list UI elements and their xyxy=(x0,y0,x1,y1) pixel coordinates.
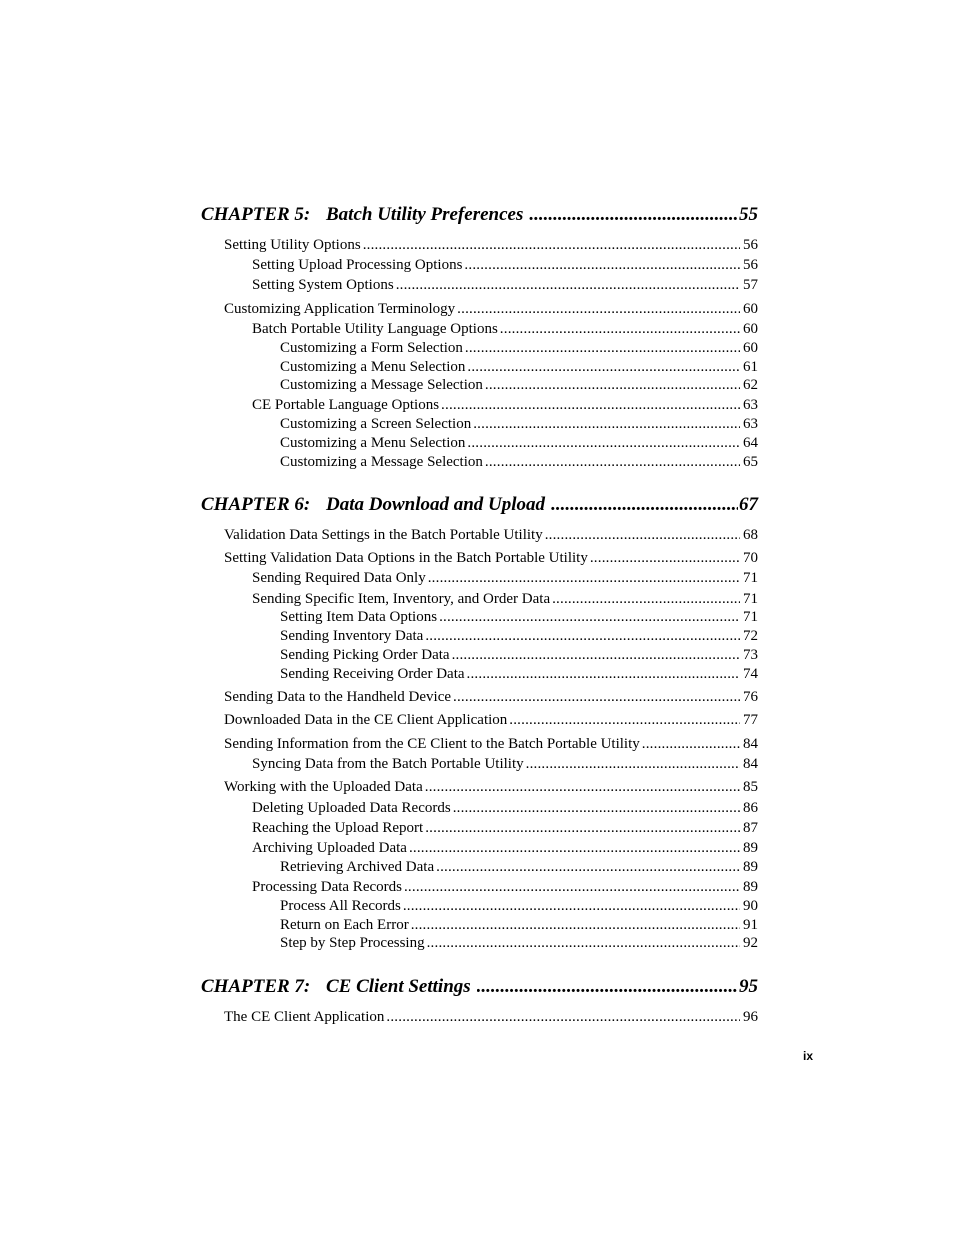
dot-leader xyxy=(464,256,740,274)
chapter-heading[interactable] xyxy=(201,976,758,998)
dot-leader xyxy=(467,358,740,376)
entry-title: Reaching the Upload Report xyxy=(252,820,424,836)
toc-entry[interactable] xyxy=(252,819,758,837)
entry-page-number: 89 xyxy=(743,840,758,856)
entry-title: Setting System Options xyxy=(252,277,394,293)
dot-leader xyxy=(500,320,740,338)
entry-title: Sending Data to the Handheld Device xyxy=(224,689,452,705)
dot-leader xyxy=(363,236,740,254)
entry-title: Step by Step Processing xyxy=(280,935,425,951)
toc-entry[interactable] xyxy=(252,878,758,896)
toc-entry[interactable] xyxy=(224,236,758,254)
chapter-number: CHAPTER 7: xyxy=(201,976,311,997)
entry-page-number: 63 xyxy=(743,416,758,432)
entry-title: Setting Upload Processing Options xyxy=(252,257,463,273)
entry-page-number: 60 xyxy=(743,321,758,337)
dot-leader xyxy=(485,453,740,471)
dot-leader xyxy=(427,934,740,952)
entry-title: CE Portable Language Options xyxy=(252,397,440,413)
entry-title: Setting Validation Data Options in the Batch Portable Utility xyxy=(224,550,588,566)
entry-title: Customizing Application Terminology xyxy=(224,301,456,317)
entry-page-number: 77 xyxy=(743,712,758,728)
toc-entry[interactable] xyxy=(252,590,758,608)
chapter-page-number: 95 xyxy=(739,976,758,997)
chapter-page-number: 67 xyxy=(739,494,758,515)
toc-entry[interactable] xyxy=(224,526,758,544)
entry-page-number: 70 xyxy=(743,550,758,566)
toc-entry[interactable] xyxy=(224,711,758,729)
chapter-title: Batch Utility Preferences xyxy=(326,204,524,225)
chapter-heading[interactable] xyxy=(201,494,758,516)
entry-page-number: 76 xyxy=(743,689,758,705)
toc-entry[interactable] xyxy=(280,934,758,952)
entry-title: Sending Required Data Only xyxy=(252,570,426,586)
entry-title: Customizing a Form Selection xyxy=(280,340,463,356)
entry-title: Customizing a Message Selection xyxy=(280,377,483,393)
dot-leader xyxy=(386,1008,740,1026)
toc-entry[interactable] xyxy=(280,339,758,357)
entry-page-number: 90 xyxy=(743,898,758,914)
toc-entry[interactable] xyxy=(252,256,758,274)
toc-entry[interactable] xyxy=(224,549,758,567)
dot-leader xyxy=(441,396,740,414)
entry-page-number: 60 xyxy=(743,340,758,356)
entry-page-number: 61 xyxy=(743,359,758,375)
entry-page-number: 91 xyxy=(743,917,758,933)
dot-leader xyxy=(467,665,740,683)
toc-entry[interactable] xyxy=(252,569,758,587)
entry-page-number: 89 xyxy=(743,859,758,875)
entry-page-number: 87 xyxy=(743,820,758,836)
dot-leader xyxy=(439,608,740,626)
entry-page-number: 64 xyxy=(743,435,758,451)
entry-page-number: 63 xyxy=(743,397,758,413)
entry-title: Syncing Data from the Batch Portable Utility xyxy=(252,756,524,772)
entry-title: Process All Records xyxy=(280,898,401,914)
toc-entry[interactable] xyxy=(224,688,758,706)
toc-entry[interactable] xyxy=(252,755,758,773)
dot-leader xyxy=(529,204,738,226)
entry-page-number: 72 xyxy=(743,628,758,644)
chapter-number: CHAPTER 6: xyxy=(201,494,311,515)
dot-leader xyxy=(552,590,740,608)
entry-page-number: 74 xyxy=(743,666,758,682)
dot-leader xyxy=(457,300,740,318)
entry-title: Customizing a Menu Selection xyxy=(280,435,466,451)
entry-title: Sending Picking Order Data xyxy=(280,647,450,663)
chapter-page-number: 55 xyxy=(739,204,758,225)
dot-leader xyxy=(467,434,740,452)
entry-title: Deleting Uploaded Data Records xyxy=(252,800,451,816)
entry-title: Setting Item Data Options xyxy=(280,609,438,625)
dot-leader xyxy=(411,916,740,934)
entry-page-number: 71 xyxy=(743,591,758,607)
entry-title: Downloaded Data in the CE Client Application xyxy=(224,712,508,728)
entry-title: Sending Inventory Data xyxy=(280,628,424,644)
entry-title: Customizing a Screen Selection xyxy=(280,416,472,432)
entry-page-number: 62 xyxy=(743,377,758,393)
entry-title: Customizing a Message Selection xyxy=(280,454,483,470)
toc-entry[interactable] xyxy=(280,608,758,626)
dot-leader xyxy=(425,627,740,645)
toc-entry[interactable] xyxy=(280,916,758,934)
entry-title: The CE Client Application xyxy=(224,1009,385,1025)
entry-title: Sending Specific Item, Inventory, and Order Data xyxy=(252,591,551,607)
toc-entry[interactable] xyxy=(280,627,758,645)
entry-title: Retrieving Archived Data xyxy=(280,859,435,875)
entry-title: Sending Information from the CE Client to the Batch Portable Utility xyxy=(224,736,640,752)
toc-entry[interactable] xyxy=(280,897,758,915)
dot-leader xyxy=(485,376,740,394)
toc-entry[interactable] xyxy=(280,376,758,394)
dot-leader xyxy=(590,549,740,567)
entry-title: Working with the Uploaded Data xyxy=(224,779,423,795)
entry-page-number: 71 xyxy=(743,609,758,625)
chapter-heading[interactable] xyxy=(201,204,758,226)
entry-page-number: 56 xyxy=(743,237,758,253)
dot-leader xyxy=(428,569,740,587)
chapter-title: CE Client Settings xyxy=(326,976,471,997)
toc-entry[interactable] xyxy=(224,735,758,753)
dot-leader xyxy=(425,819,740,837)
toc-entry[interactable] xyxy=(252,276,758,294)
dot-leader xyxy=(452,646,740,664)
page-folio: ix xyxy=(803,1049,814,1063)
dot-leader xyxy=(509,711,740,729)
chapter-number: CHAPTER 5: xyxy=(201,204,311,225)
dot-leader xyxy=(642,735,740,753)
entry-title: Sending Receiving Order Data xyxy=(280,666,465,682)
toc-entry[interactable] xyxy=(224,300,758,318)
entry-page-number: 68 xyxy=(743,527,758,543)
toc-entry[interactable] xyxy=(252,320,758,338)
toc-entry[interactable] xyxy=(280,434,758,452)
entry-title: Return on Each Error xyxy=(280,917,409,933)
toc-entry[interactable] xyxy=(252,799,758,817)
dot-leader xyxy=(526,755,740,773)
dot-leader xyxy=(453,799,740,817)
entry-title: Validation Data Settings in the Batch Portable Utility xyxy=(224,527,543,543)
toc-entry[interactable] xyxy=(280,646,758,664)
dot-leader xyxy=(473,415,740,433)
toc-entry[interactable] xyxy=(280,453,758,471)
entry-title: Batch Portable Utility Language Options xyxy=(252,321,498,337)
dot-leader xyxy=(477,976,738,998)
dot-leader xyxy=(409,839,740,857)
dot-leader xyxy=(551,494,738,516)
entry-page-number: 89 xyxy=(743,879,758,895)
entry-title: Setting Utility Options xyxy=(224,237,361,253)
entry-title: Archiving Uploaded Data xyxy=(252,840,407,856)
dot-leader xyxy=(403,897,740,915)
entry-page-number: 86 xyxy=(743,800,758,816)
entry-page-number: 73 xyxy=(743,647,758,663)
toc-entry[interactable] xyxy=(280,858,758,876)
entry-page-number: 84 xyxy=(743,736,758,752)
entry-page-number: 65 xyxy=(743,454,758,470)
dot-leader xyxy=(425,778,740,796)
entry-title: Processing Data Records xyxy=(252,879,402,895)
entry-page-number: 56 xyxy=(743,257,758,273)
entry-page-number: 84 xyxy=(743,756,758,772)
dot-leader xyxy=(465,339,740,357)
entry-page-number: 60 xyxy=(743,301,758,317)
toc-entry[interactable] xyxy=(224,778,758,796)
toc-entry[interactable] xyxy=(252,396,758,414)
entry-page-number: 57 xyxy=(743,277,758,293)
toc-entry[interactable] xyxy=(224,1008,758,1026)
toc-entry[interactable] xyxy=(280,415,758,433)
entry-page-number: 85 xyxy=(743,779,758,795)
dot-leader xyxy=(453,688,740,706)
dot-leader xyxy=(396,276,740,294)
dot-leader xyxy=(436,858,740,876)
entry-page-number: 92 xyxy=(743,935,758,951)
toc-entry[interactable] xyxy=(280,358,758,376)
dot-leader xyxy=(404,878,740,896)
dot-leader xyxy=(545,526,740,544)
toc-entry[interactable] xyxy=(280,665,758,683)
entry-page-number: 71 xyxy=(743,570,758,586)
chapter-title: Data Download and Upload xyxy=(326,494,546,515)
entry-title: Customizing a Menu Selection xyxy=(280,359,466,375)
toc-entry[interactable] xyxy=(252,839,758,857)
entry-page-number: 96 xyxy=(743,1009,758,1025)
